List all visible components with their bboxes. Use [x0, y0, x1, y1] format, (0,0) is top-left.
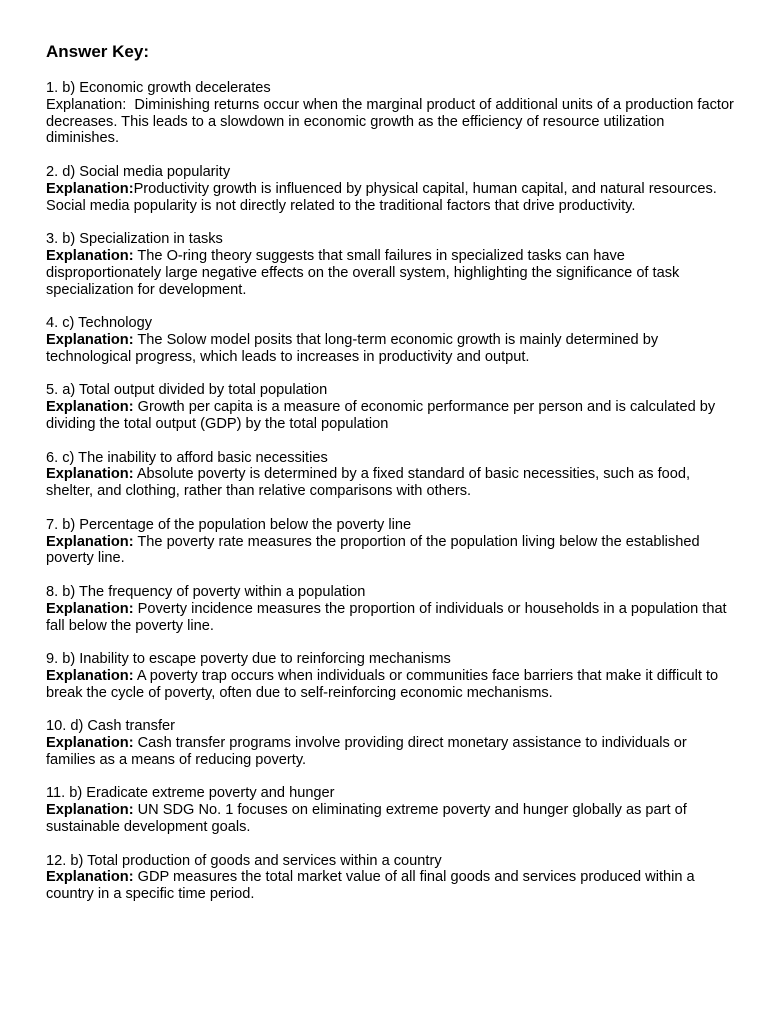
answer-item-6	[46, 450, 736, 500]
explanation-text: Absolute poverty is determined by a fixed standard of basic necessities, such as food, shelter, and clothing, rather than relative comparisons with others.	[46, 466, 691, 500]
answer-line: 11. b) Eradicate extreme poverty and hunger	[46, 785, 335, 802]
answer-line: 10. d) Cash transfer	[46, 718, 175, 735]
explanation-text: Growth per capita is a measure of economic performance per person and is calculated by dividing the total output (GDP) by the total population	[46, 399, 716, 432]
answer-item-2	[46, 164, 736, 214]
explanation-label: Explanation:	[46, 180, 134, 197]
explanation-text: GDP measures the total market value of all final goods and services produced within a country in a specific time period.	[46, 869, 695, 903]
explanation-label: Explanation:	[46, 399, 134, 416]
answer-item-11	[46, 785, 736, 835]
explanation-text: Cash transfer programs involve providing direct monetary assistance to individuals or families as a means of reducing poverty.	[46, 735, 687, 768]
answer-line: 1. b) Economic growth decelerates	[46, 80, 271, 96]
answer-item-7	[46, 517, 736, 567]
answer-item-3	[46, 231, 736, 298]
explanation-label: Explanation:	[46, 247, 134, 264]
answer-item-9	[46, 651, 736, 701]
explanation-text: UN SDG No. 1 focuses on eliminating extreme poverty and hunger globally as part of sustainable development goals.	[46, 802, 687, 836]
answer-line: 9. b) Inability to escape poverty due to reinforcing mechanisms	[46, 651, 451, 668]
explanation-text: The poverty rate measures the proportion of the population living below the established poverty line.	[46, 533, 700, 567]
answer-item-4	[46, 315, 736, 365]
answer-item-5	[46, 382, 736, 432]
explanation-label: Explanation:	[46, 735, 134, 752]
explanation-text: Productivity growth is influenced by physical capital, human capital, and natural resources. Social media popularity is not directly related to the traditional factors that drive productivity.	[46, 180, 717, 214]
explanation-label: Explanation:	[46, 466, 134, 483]
explanation-label: Explanation:	[46, 802, 134, 819]
explanation-label: Explanation:	[46, 331, 134, 348]
answer-line: 7. b) Percentage of the population below the poverty line	[46, 516, 412, 533]
explanation-label: Explanation:	[46, 869, 134, 886]
explanation-text: The Solow model posits that long-term economic growth is mainly determined by technological progress, which leads to increases in productivity and output.	[46, 331, 659, 365]
explanation-text: Poverty incidence measures the proportion of individuals or households in a population that fall below the poverty line.	[46, 600, 727, 634]
answer-line: 8. b) The frequency of poverty within a population	[46, 583, 366, 600]
explanation-label: Explanation:	[46, 96, 127, 113]
answer-line: 12. b) Total production of goods and services within a country	[46, 852, 442, 869]
explanation-text: Diminishing returns occur when the marginal product of additional units of a production factor decreases. This leads to a slowdown in economic growth as the efficiency of resource utilization diminishes.	[46, 96, 738, 147]
answer-item-10	[46, 718, 736, 768]
answer-key-page	[46, 40, 736, 920]
answer-line: 5. a) Total output divided by total population	[46, 382, 328, 399]
answer-line: 2. d) Social media popularity	[46, 163, 231, 180]
answer-item-8	[46, 584, 736, 634]
answer-line: 3. b) Specialization in tasks	[46, 231, 223, 248]
answer-line: 4. c) Technology	[46, 315, 153, 332]
explanation-label: Explanation:	[46, 600, 134, 617]
explanation-text: A poverty trap occurs when individuals or communities face barriers that make it difficult to break the cycle of poverty, often due to self-reinforcing economic mechanisms.	[46, 667, 719, 701]
answer-item-1	[46, 80, 736, 147]
page-title: Answer Key:	[46, 42, 149, 61]
explanation-label: Explanation:	[46, 533, 134, 550]
explanation-text: The O-ring theory suggests that small failures in specialized tasks can have disproportionately large negative effects on the overall system, highlighting the significance of task specialization for development.	[46, 247, 680, 298]
answer-line: 6. c) The inability to afford basic necessities	[46, 449, 328, 466]
explanation-label: Explanation:	[46, 667, 134, 684]
answer-item-12	[46, 853, 736, 903]
